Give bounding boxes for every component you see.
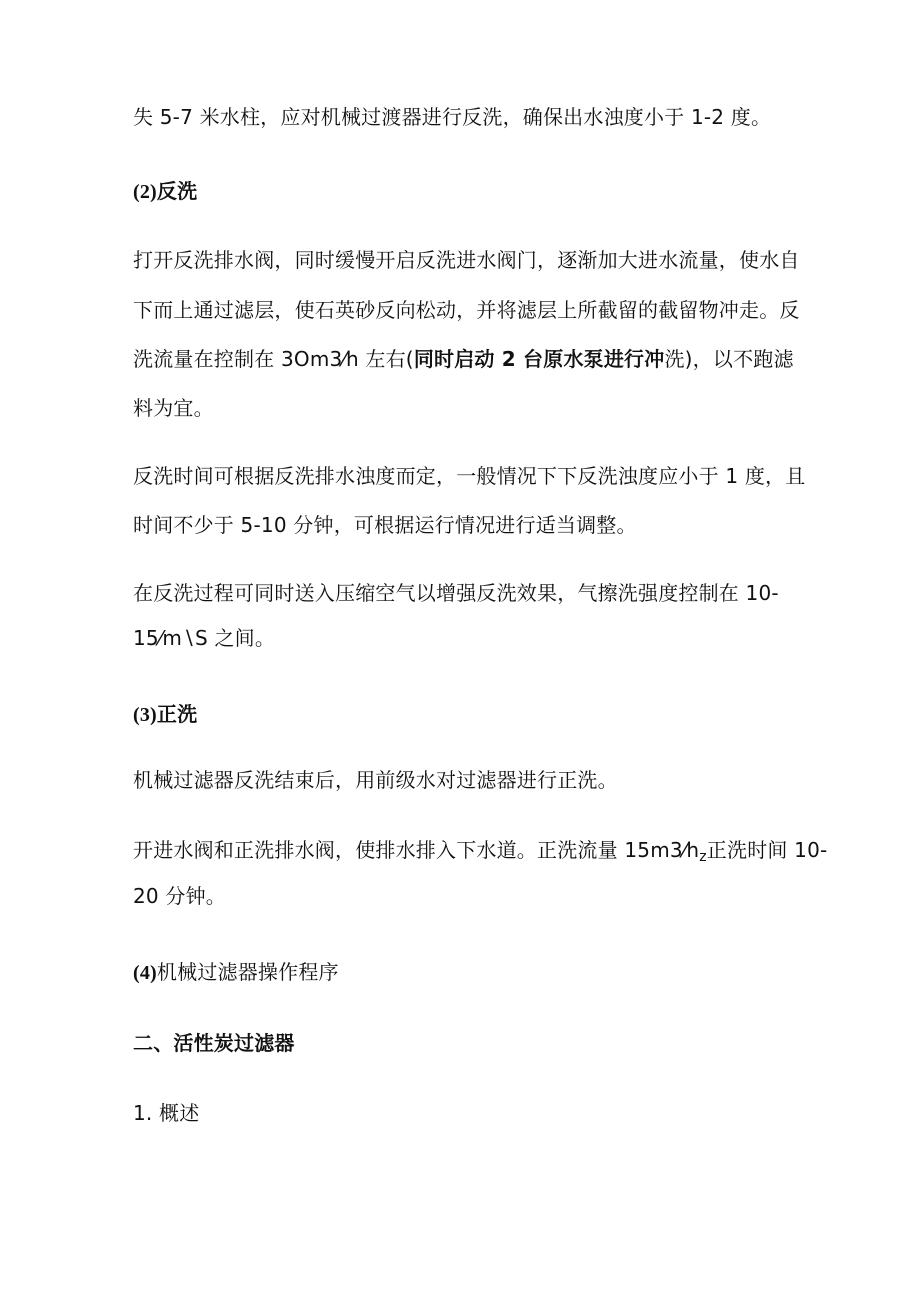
paragraph-line: 时间不少于 5-10 分钟，可根据运行情况进行适当调整。 — [133, 513, 637, 537]
paragraph-line: 打开反洗排水阀，同时缓慢开启反洗进水阀门，逐渐加大进水流量，使水自 — [133, 248, 800, 272]
section-heading-3 — [133, 700, 197, 729]
paragraph-line: 下而上通过滤层，使石英砂反向松动，并将滤层上所截留的截留物冲走。反 — [133, 298, 800, 322]
paragraph-line: 20 分钟。 — [133, 884, 227, 908]
paragraph-line: 15⁄m∖S 之间。 — [133, 626, 276, 650]
heading-number: (2) — [133, 181, 157, 203]
subscript-run: z — [699, 849, 707, 865]
text-run: 洗)，以不跑滤 — [664, 347, 794, 371]
heading-text: 反洗 — [156, 179, 198, 203]
bold-text-run: 同时启动 2 台原水泵进行冲 — [413, 347, 665, 371]
heading-text: 正洗 — [156, 702, 198, 726]
section-heading-4 — [133, 958, 339, 987]
paragraph-line — [133, 836, 827, 871]
paragraph-line: 反洗时间可根据反洗排水浊度而定，一般情况下下反洗浊度应小于 1 度，且 — [133, 464, 806, 488]
text-run: 开进水阀和正洗排水阀，使排水排入下水道。正洗流量 15m3⁄h — [133, 838, 700, 862]
section-heading-2 — [133, 177, 197, 206]
heading-text: 机械过滤器操作程序 — [156, 960, 339, 984]
heading-number: (4) — [133, 962, 157, 984]
paragraph-line — [133, 345, 794, 373]
paragraph-line: 机械过滤器反洗结束后，用前级水对过滤器进行正洗。 — [133, 768, 618, 792]
heading-number: (3) — [133, 704, 157, 726]
subsection-heading: 1. 概述 — [133, 1101, 200, 1125]
paragraph-line: 在反洗过程可同时送入压缩空气以增强反洗效果，气擦洗强度控制在 10- — [133, 581, 779, 605]
text-run: 正洗时间 10- — [706, 838, 828, 862]
chapter-heading: 二、活性炭过滤器 — [133, 1031, 295, 1055]
paragraph-line: 失 5-7 米水柱，应对机械过渡器进行反洗，确保出水浊度小于 1-2 度。 — [133, 105, 772, 129]
text-run: 洗流量在控制在 3Om3⁄h 左右( — [133, 347, 414, 371]
paragraph-line: 料为宜。 — [133, 396, 214, 420]
